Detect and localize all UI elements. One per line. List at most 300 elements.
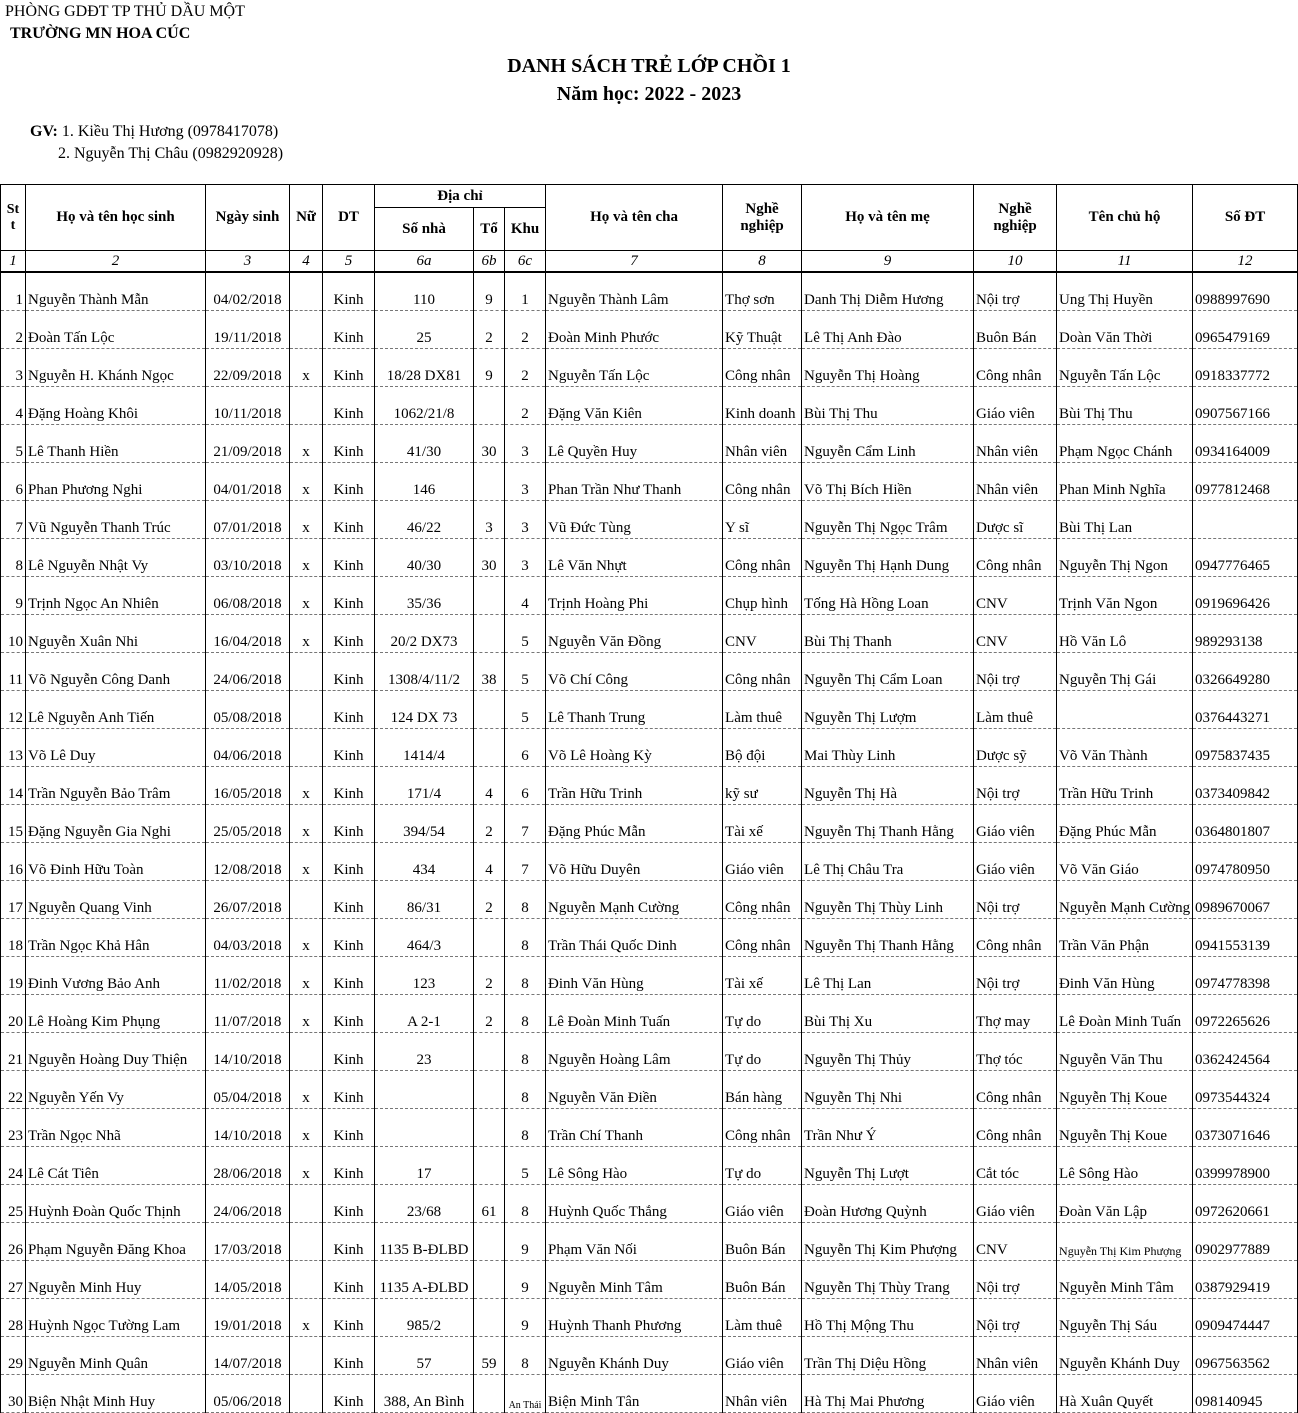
house-number-cell: 110 <box>375 272 474 311</box>
student-name-cell: Lê Cát Tiên <box>26 1147 206 1185</box>
father-name-cell: Trần Thái Quốc Dinh <box>546 919 723 957</box>
female-cell: x <box>290 501 323 539</box>
department-name: PHÒNG GDĐT TP THỦ DẦU MỘT <box>5 3 245 20</box>
household-head-cell: Doàn Văn Thời <box>1057 311 1193 349</box>
household-head-cell: Nguyễn Thị Kim Phượng <box>1057 1223 1193 1261</box>
mother-job-cell: Công nhân <box>974 1109 1057 1147</box>
dob-cell: 24/06/2018 <box>206 653 290 691</box>
father-name-cell: Huỳnh Quốc Thắng <box>546 1185 723 1223</box>
female-cell <box>290 1337 323 1375</box>
zone-cell: 3 <box>505 463 546 501</box>
zone-cell: 9 <box>505 1299 546 1337</box>
household-head-cell: Trần Hữu Trinh <box>1057 767 1193 805</box>
dob-cell: 19/01/2018 <box>206 1299 290 1337</box>
dob-cell: 05/08/2018 <box>206 691 290 729</box>
dob-cell: 04/06/2018 <box>206 729 290 767</box>
father-job-cell: kỹ sư <box>723 767 802 805</box>
dob-cell: 24/06/2018 <box>206 1185 290 1223</box>
household-head-cell: Nguyễn Văn Thu <box>1057 1033 1193 1071</box>
house-number-cell: 464/3 <box>375 919 474 957</box>
header-student-name: Họ và tên học sinh <box>26 185 206 251</box>
father-job-cell: Công nhân <box>723 881 802 919</box>
house-number-cell: 41/30 <box>375 425 474 463</box>
student-table-wrapper <box>0 184 1298 1413</box>
father-job-cell: Tài xế <box>723 805 802 843</box>
household-head-cell: Trịnh Văn Ngon <box>1057 577 1193 615</box>
phone-cell: 0975837435 <box>1193 729 1298 767</box>
phone-cell: 098140945 <box>1193 1375 1298 1413</box>
phone-cell: 0972265626 <box>1193 995 1298 1033</box>
mother-job-cell: Giáo viên <box>974 805 1057 843</box>
house-number-cell: 1135 A-ĐLBD <box>375 1261 474 1299</box>
ethnic-cell: Kinh <box>323 1299 375 1337</box>
student-name-cell: Đặng Nguyễn Gia Nghi <box>26 805 206 843</box>
mother-job-cell: Nhân viên <box>974 463 1057 501</box>
father-name-cell: Võ Hữu Duyên <box>546 843 723 881</box>
father-job-cell: Giáo viên <box>723 1185 802 1223</box>
zone-cell: 4 <box>505 577 546 615</box>
stt-cell: 10 <box>1 615 26 653</box>
group-cell: 38 <box>474 653 505 691</box>
father-name-cell: Lê Văn Nhựt <box>546 539 723 577</box>
female-cell: x <box>290 957 323 995</box>
father-name-cell: Trịnh Hoàng Phi <box>546 577 723 615</box>
stt-cell: 7 <box>1 501 26 539</box>
group-cell <box>474 919 505 957</box>
father-name-cell: Nguyễn Hoàng Lâm <box>546 1033 723 1071</box>
table-row <box>1 1261 1298 1299</box>
ethnic-cell: Kinh <box>323 425 375 463</box>
column-number: 12 <box>1193 251 1298 273</box>
house-number-cell: 1308/4/11/2 <box>375 653 474 691</box>
house-number-cell: A 2-1 <box>375 995 474 1033</box>
household-head-cell: Nguyễn Mạnh Cường <box>1057 881 1193 919</box>
mother-name-cell: Bùi Thị Thu <box>802 387 974 425</box>
mother-job-cell: CNV <box>974 1223 1057 1261</box>
header-mother-job: Nghề nghiệp <box>974 185 1057 251</box>
mother-name-cell: Lê Thị Lan <box>802 957 974 995</box>
mother-name-cell: Tống Hà Hồng Loan <box>802 577 974 615</box>
female-cell: x <box>290 1147 323 1185</box>
table-row <box>1 995 1298 1033</box>
dob-cell: 25/05/2018 <box>206 805 290 843</box>
stt-cell: 3 <box>1 349 26 387</box>
ethnic-cell: Kinh <box>323 577 375 615</box>
dob-cell: 14/10/2018 <box>206 1033 290 1071</box>
stt-cell: 25 <box>1 1185 26 1223</box>
student-name-cell: Phan Phương Nghi <box>26 463 206 501</box>
zone-cell: 8 <box>505 1033 546 1071</box>
zone-cell: 2 <box>505 311 546 349</box>
ethnic-cell: Kinh <box>323 1375 375 1413</box>
mother-name-cell: Nguyễn Thị Ngọc Trâm <box>802 501 974 539</box>
house-number-cell: 434 <box>375 843 474 881</box>
school-name: TRƯỜNG MN HOA CÚC <box>10 25 191 42</box>
zone-cell: 8 <box>505 995 546 1033</box>
father-job-cell: Giáo viên <box>723 843 802 881</box>
ethnic-cell: Kinh <box>323 957 375 995</box>
group-cell <box>474 1223 505 1261</box>
mother-job-cell: Nội trợ <box>974 1299 1057 1337</box>
table-row <box>1 957 1298 995</box>
house-number-cell <box>375 1071 474 1109</box>
father-name-cell: Trần Hữu Trinh <box>546 767 723 805</box>
zone-cell: 6 <box>505 767 546 805</box>
father-job-cell: Giáo viên <box>723 1337 802 1375</box>
table-row <box>1 1033 1298 1071</box>
dob-cell: 22/09/2018 <box>206 349 290 387</box>
stt-cell: 22 <box>1 1071 26 1109</box>
student-name-cell: Đoàn Tấn Lộc <box>26 311 206 349</box>
header-row <box>1 185 1298 208</box>
table-row <box>1 1109 1298 1147</box>
mother-name-cell: Nguyễn Thị Kim Phượng <box>802 1223 974 1261</box>
mother-name-cell: Danh Thị Diễm Hương <box>802 272 974 311</box>
group-cell <box>474 615 505 653</box>
table-row <box>1 1185 1298 1223</box>
father-job-cell: Kỹ Thuật <box>723 311 802 349</box>
female-cell: x <box>290 919 323 957</box>
dob-cell: 14/10/2018 <box>206 1109 290 1147</box>
father-job-cell: Bán hàng <box>723 1071 802 1109</box>
stt-cell: 29 <box>1 1337 26 1375</box>
dob-cell: 28/06/2018 <box>206 1147 290 1185</box>
mother-job-cell: Nội trợ <box>974 1261 1057 1299</box>
phone-cell: 0909474447 <box>1193 1299 1298 1337</box>
header-father-job: Nghề nghiệp <box>723 185 802 251</box>
stt-cell: 8 <box>1 539 26 577</box>
dob-cell: 10/11/2018 <box>206 387 290 425</box>
dob-cell: 11/07/2018 <box>206 995 290 1033</box>
stt-cell: 9 <box>1 577 26 615</box>
zone-cell: 8 <box>505 881 546 919</box>
zone-cell: 3 <box>505 425 546 463</box>
zone-cell: 7 <box>505 805 546 843</box>
mother-name-cell: Nguyễn Thị Thủy <box>802 1033 974 1071</box>
house-number-cell: 123 <box>375 957 474 995</box>
stt-cell: 5 <box>1 425 26 463</box>
mother-job-cell: Nội trợ <box>974 957 1057 995</box>
mother-job-cell: Làm thuê <box>974 691 1057 729</box>
stt-cell: 26 <box>1 1223 26 1261</box>
ethnic-cell: Kinh <box>323 387 375 425</box>
father-name-cell: Vũ Đức Tùng <box>546 501 723 539</box>
female-cell: x <box>290 843 323 881</box>
zone-cell: 5 <box>505 653 546 691</box>
student-name-cell: Trần Nguyễn Bảo Trâm <box>26 767 206 805</box>
header-household-head: Tên chủ hộ <box>1057 185 1193 251</box>
student-name-cell: Nguyễn Thành Mẫn <box>26 272 206 311</box>
ethnic-cell: Kinh <box>323 1261 375 1299</box>
student-name-cell: Lê Hoàng Kim Phụng <box>26 995 206 1033</box>
column-number-row <box>1 251 1298 273</box>
student-name-cell: Nguyễn Xuân Nhi <box>26 615 206 653</box>
mother-name-cell: Nguyễn Thị Nhi <box>802 1071 974 1109</box>
zone-cell: 5 <box>505 615 546 653</box>
column-number: 6c <box>505 251 546 273</box>
ethnic-cell: Kinh <box>323 311 375 349</box>
father-name-cell: Đoàn Minh Phước <box>546 311 723 349</box>
table-row <box>1 577 1298 615</box>
header-phone: Số ĐT <box>1193 185 1298 251</box>
group-cell <box>474 387 505 425</box>
father-job-cell: CNV <box>723 615 802 653</box>
student-name-cell: Biện Nhật Minh Huy <box>26 1375 206 1413</box>
column-number: 2 <box>26 251 206 273</box>
father-name-cell: Nguyễn Minh Tâm <box>546 1261 723 1299</box>
father-name-cell: Phạm Văn Nối <box>546 1223 723 1261</box>
mother-name-cell: Nguyễn Thị Thùy Trang <box>802 1261 974 1299</box>
dob-cell: 04/01/2018 <box>206 463 290 501</box>
teacher-label: GV: <box>30 123 58 140</box>
stt-cell: 20 <box>1 995 26 1033</box>
student-name-cell: Lê Nguyễn Anh Tiến <box>26 691 206 729</box>
stt-cell: 4 <box>1 387 26 425</box>
dob-cell: 16/05/2018 <box>206 767 290 805</box>
group-cell <box>474 1109 505 1147</box>
mother-name-cell: Nguyễn Thị Thùy Linh <box>802 881 974 919</box>
column-number: 9 <box>802 251 974 273</box>
table-row <box>1 272 1298 311</box>
zone-cell: 2 <box>505 387 546 425</box>
mother-name-cell: Võ Thị Bích Hiền <box>802 463 974 501</box>
group-cell <box>474 1071 505 1109</box>
student-name-cell: Nguyễn Minh Huy <box>26 1261 206 1299</box>
household-head-cell: Ung Thị Huyền <box>1057 272 1193 311</box>
table-row <box>1 1299 1298 1337</box>
ethnic-cell: Kinh <box>323 1033 375 1071</box>
household-head-cell: Hà Xuân Quyết <box>1057 1375 1193 1413</box>
zone-cell: 2 <box>505 349 546 387</box>
student-name-cell: Đặng Hoàng Khôi <box>26 387 206 425</box>
father-job-cell: Bộ đội <box>723 729 802 767</box>
father-job-cell: Làm thuê <box>723 691 802 729</box>
father-job-cell: Công nhân <box>723 539 802 577</box>
father-name-cell: Trần Chí Thanh <box>546 1109 723 1147</box>
mother-name-cell: Hà Thị Mai Phương <box>802 1375 974 1413</box>
table-row <box>1 501 1298 539</box>
ethnic-cell: Kinh <box>323 501 375 539</box>
mother-name-cell: Trần Thị Diệu Hồng <box>802 1337 974 1375</box>
student-name-cell: Huỳnh Đoàn Quốc Thịnh <box>26 1185 206 1223</box>
student-name-cell: Nguyễn Yến Vy <box>26 1071 206 1109</box>
stt-cell: 6 <box>1 463 26 501</box>
stt-cell: 2 <box>1 311 26 349</box>
phone-cell: 0326649280 <box>1193 653 1298 691</box>
table-row <box>1 805 1298 843</box>
zone-cell: 8 <box>505 1071 546 1109</box>
phone-cell: 0967563562 <box>1193 1337 1298 1375</box>
female-cell: x <box>290 767 323 805</box>
group-cell: 2 <box>474 805 505 843</box>
dob-cell: 26/07/2018 <box>206 881 290 919</box>
student-name-cell: Huỳnh Ngọc Tường Lam <box>26 1299 206 1337</box>
female-cell <box>290 1033 323 1071</box>
phone-cell: 0934164009 <box>1193 425 1298 463</box>
mother-job-cell: Buôn Bán <box>974 311 1057 349</box>
table-row <box>1 311 1298 349</box>
zone-cell: 6 <box>505 729 546 767</box>
father-name-cell: Đinh Văn Hùng <box>546 957 723 995</box>
household-head-cell: Nguyễn Thị Ngon <box>1057 539 1193 577</box>
zone-cell: 9 <box>505 1261 546 1299</box>
column-number: 10 <box>974 251 1057 273</box>
house-number-cell: 23 <box>375 1033 474 1071</box>
student-name-cell: Đinh Vương Bảo Anh <box>26 957 206 995</box>
father-name-cell: Nguyễn Khánh Duy <box>546 1337 723 1375</box>
phone-cell: 0974778398 <box>1193 957 1298 995</box>
zone-cell: 8 <box>505 957 546 995</box>
zone-cell: 3 <box>505 539 546 577</box>
mother-job-cell: Giáo viên <box>974 843 1057 881</box>
ethnic-cell: Kinh <box>323 691 375 729</box>
table-row <box>1 729 1298 767</box>
stt-cell: 28 <box>1 1299 26 1337</box>
phone-cell: 0902977889 <box>1193 1223 1298 1261</box>
zone-cell: 7 <box>505 843 546 881</box>
header-father: Họ và tên cha <box>546 185 723 251</box>
header-ethnic: DT <box>323 185 375 251</box>
zone-cell: 8 <box>505 1337 546 1375</box>
father-job-cell: Làm thuê <box>723 1299 802 1337</box>
household-head-cell: Đặng Phúc Mẫn <box>1057 805 1193 843</box>
dob-cell: 04/02/2018 <box>206 272 290 311</box>
mother-name-cell: Trần Như Ý <box>802 1109 974 1147</box>
household-head-cell: Nguyễn Thị Koue <box>1057 1109 1193 1147</box>
father-name-cell: Nguyễn Mạnh Cường <box>546 881 723 919</box>
table-row <box>1 615 1298 653</box>
phone-cell: 0373409842 <box>1193 767 1298 805</box>
female-cell: x <box>290 539 323 577</box>
father-job-cell: Công nhân <box>723 653 802 691</box>
house-number-cell: 388, An Bình <box>375 1375 474 1413</box>
stt-cell: 16 <box>1 843 26 881</box>
female-cell <box>290 387 323 425</box>
dob-cell: 04/03/2018 <box>206 919 290 957</box>
father-name-cell: Võ Chí Công <box>546 653 723 691</box>
group-cell: 30 <box>474 539 505 577</box>
group-cell: 2 <box>474 995 505 1033</box>
house-number-cell <box>375 1109 474 1147</box>
father-name-cell: Nguyễn Tấn Lộc <box>546 349 723 387</box>
zone-cell: 5 <box>505 691 546 729</box>
stt-cell: 11 <box>1 653 26 691</box>
phone-cell: 0977812468 <box>1193 463 1298 501</box>
table-row <box>1 425 1298 463</box>
student-name-cell: Lê Thanh Hiền <box>26 425 206 463</box>
phone-cell: 0989670067 <box>1193 881 1298 919</box>
household-head-cell: Phan Minh Nghĩa <box>1057 463 1193 501</box>
table-row <box>1 767 1298 805</box>
mother-name-cell: Đoàn Hương Quỳnh <box>802 1185 974 1223</box>
ethnic-cell: Kinh <box>323 995 375 1033</box>
table-row <box>1 1147 1298 1185</box>
mother-name-cell: Nguyễn Thị Hạnh Dung <box>802 539 974 577</box>
phone-cell: 0376443271 <box>1193 691 1298 729</box>
mother-job-cell: Công nhân <box>974 1071 1057 1109</box>
mother-name-cell: Lê Thị Anh Đào <box>802 311 974 349</box>
household-head-cell: Võ Văn Thành <box>1057 729 1193 767</box>
table-row <box>1 843 1298 881</box>
household-head-cell: Nguyễn Thị Koue <box>1057 1071 1193 1109</box>
phone-cell: 0399978900 <box>1193 1147 1298 1185</box>
stt-cell: 19 <box>1 957 26 995</box>
female-cell: x <box>290 425 323 463</box>
house-number-cell: 25 <box>375 311 474 349</box>
female-cell <box>290 1375 323 1413</box>
female-cell: x <box>290 805 323 843</box>
table-row <box>1 1223 1298 1261</box>
column-number: 5 <box>323 251 375 273</box>
group-cell: 2 <box>474 311 505 349</box>
group-cell <box>474 1147 505 1185</box>
female-cell <box>290 1261 323 1299</box>
table-row <box>1 387 1298 425</box>
house-number-cell: 1414/4 <box>375 729 474 767</box>
female-cell <box>290 1185 323 1223</box>
father-job-cell: Tài xế <box>723 957 802 995</box>
ethnic-cell: Kinh <box>323 463 375 501</box>
household-head-cell: Trần Văn Phận <box>1057 919 1193 957</box>
household-head-cell: Nguyễn Tấn Lộc <box>1057 349 1193 387</box>
female-cell <box>290 1223 323 1261</box>
group-cell: 9 <box>474 349 505 387</box>
household-head-cell: Nguyễn Thị Sáu <box>1057 1299 1193 1337</box>
student-name-cell: Vũ Nguyễn Thanh Trúc <box>26 501 206 539</box>
house-number-cell: 18/28 DX81 <box>375 349 474 387</box>
student-name-cell: Nguyễn H. Khánh Ngọc <box>26 349 206 387</box>
stt-cell: 17 <box>1 881 26 919</box>
female-cell <box>290 272 323 311</box>
ethnic-cell: Kinh <box>323 1223 375 1261</box>
mother-name-cell: Nguyễn Thị Hà <box>802 767 974 805</box>
group-cell: 4 <box>474 767 505 805</box>
header-house-number: Số nhà <box>375 208 474 251</box>
stt-cell: 21 <box>1 1033 26 1071</box>
father-job-cell: Nhân viên <box>723 1375 802 1413</box>
mother-job-cell: Thợ may <box>974 995 1057 1033</box>
mother-name-cell: Bùi Thị Thanh <box>802 615 974 653</box>
mother-job-cell: Giáo viên <box>974 1185 1057 1223</box>
mother-job-cell: Công nhân <box>974 919 1057 957</box>
stt-cell: 27 <box>1 1261 26 1299</box>
house-number-cell: 985/2 <box>375 1299 474 1337</box>
table-row <box>1 653 1298 691</box>
mother-job-cell: Nội trợ <box>974 272 1057 311</box>
house-number-cell: 171/4 <box>375 767 474 805</box>
student-name-cell: Trần Ngọc Nhã <box>26 1109 206 1147</box>
dob-cell: 14/05/2018 <box>206 1261 290 1299</box>
student-name-cell: Võ Nguyễn Công Danh <box>26 653 206 691</box>
mother-job-cell: Thợ tóc <box>974 1033 1057 1071</box>
house-number-cell: 40/30 <box>375 539 474 577</box>
table-row <box>1 1337 1298 1375</box>
father-name-cell: Lê Thanh Trung <box>546 691 723 729</box>
house-number-cell: 20/2 DX73 <box>375 615 474 653</box>
female-cell: x <box>290 615 323 653</box>
column-number: 4 <box>290 251 323 273</box>
father-job-cell: Tự do <box>723 995 802 1033</box>
ethnic-cell: Kinh <box>323 767 375 805</box>
mother-job-cell: Cắt tóc <box>974 1147 1057 1185</box>
phone-cell: 0364801807 <box>1193 805 1298 843</box>
household-head-cell: Hồ Văn Lô <box>1057 615 1193 653</box>
house-number-cell: 146 <box>375 463 474 501</box>
ethnic-cell: Kinh <box>323 881 375 919</box>
household-head-cell: Võ Văn Giáo <box>1057 843 1193 881</box>
stt-cell: 1 <box>1 272 26 311</box>
ethnic-cell: Kinh <box>323 615 375 653</box>
